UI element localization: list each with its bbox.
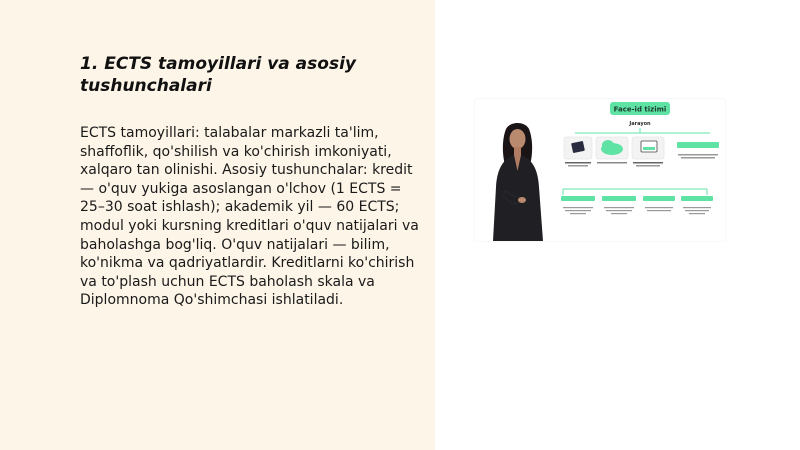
caption-line (647, 210, 671, 211)
caption-line (606, 210, 632, 211)
caption-line (568, 165, 588, 167)
presenter-video[interactable] (475, 99, 725, 241)
caption-line (685, 210, 709, 211)
caption-line (689, 213, 705, 214)
caption-line (678, 154, 718, 156)
step-pill (681, 196, 713, 201)
video-frame-graphic (475, 99, 725, 241)
step-box (677, 142, 719, 148)
monitor-screen-bar (643, 147, 655, 150)
presenter-face (510, 129, 526, 149)
caption-line (683, 207, 711, 208)
caption-line (565, 162, 591, 164)
diagram-title: Face-id tizimi (613, 105, 667, 114)
step-pill (602, 196, 636, 201)
presenter-neck (514, 147, 521, 155)
caption-line (565, 210, 591, 211)
cloud-icon (602, 140, 614, 150)
caption-line (570, 213, 586, 214)
diagram-subtitle: Jarayon (629, 121, 651, 127)
step-pill (643, 196, 675, 201)
caption-line (633, 162, 663, 164)
slide-title: 1. ECTS tamoyillari va asosiy tushunchalari (80, 54, 356, 96)
caption-line (681, 157, 715, 159)
presenter-hands (518, 197, 526, 203)
caption-line (604, 207, 634, 208)
monitor-icon (641, 141, 657, 152)
presenter-figure (493, 123, 543, 241)
step-pill (561, 196, 595, 201)
caption-line (636, 165, 660, 167)
caption-line (611, 213, 627, 214)
caption-line (645, 207, 673, 208)
slide-body-text: ECTS tamoyillari: talabalar markazli ta'lim, shaffoflik, qo'shilish va ko'chirish imkoniyati, xalqaro tan olinishi. Asosiy tushunchalar: kredit — o'quv yukiga asoslangan o'lchov (1 ECTS = 25–30 soat ishlash); akademik yil — 60 ECTS; modul yoki kursning kreditlari o'quv natijalari va baholashga bog'liq. O'quv natijalari — bilim, ko'nikma va qadriyatlardir. Kreditlarni ko'chirish va to'plash uchun ECTS baholash skala va Diplomnoma Qo'shimchasi ishlatiladi. (80, 125, 419, 309)
caption-line (597, 162, 627, 164)
caption-line (563, 207, 593, 208)
